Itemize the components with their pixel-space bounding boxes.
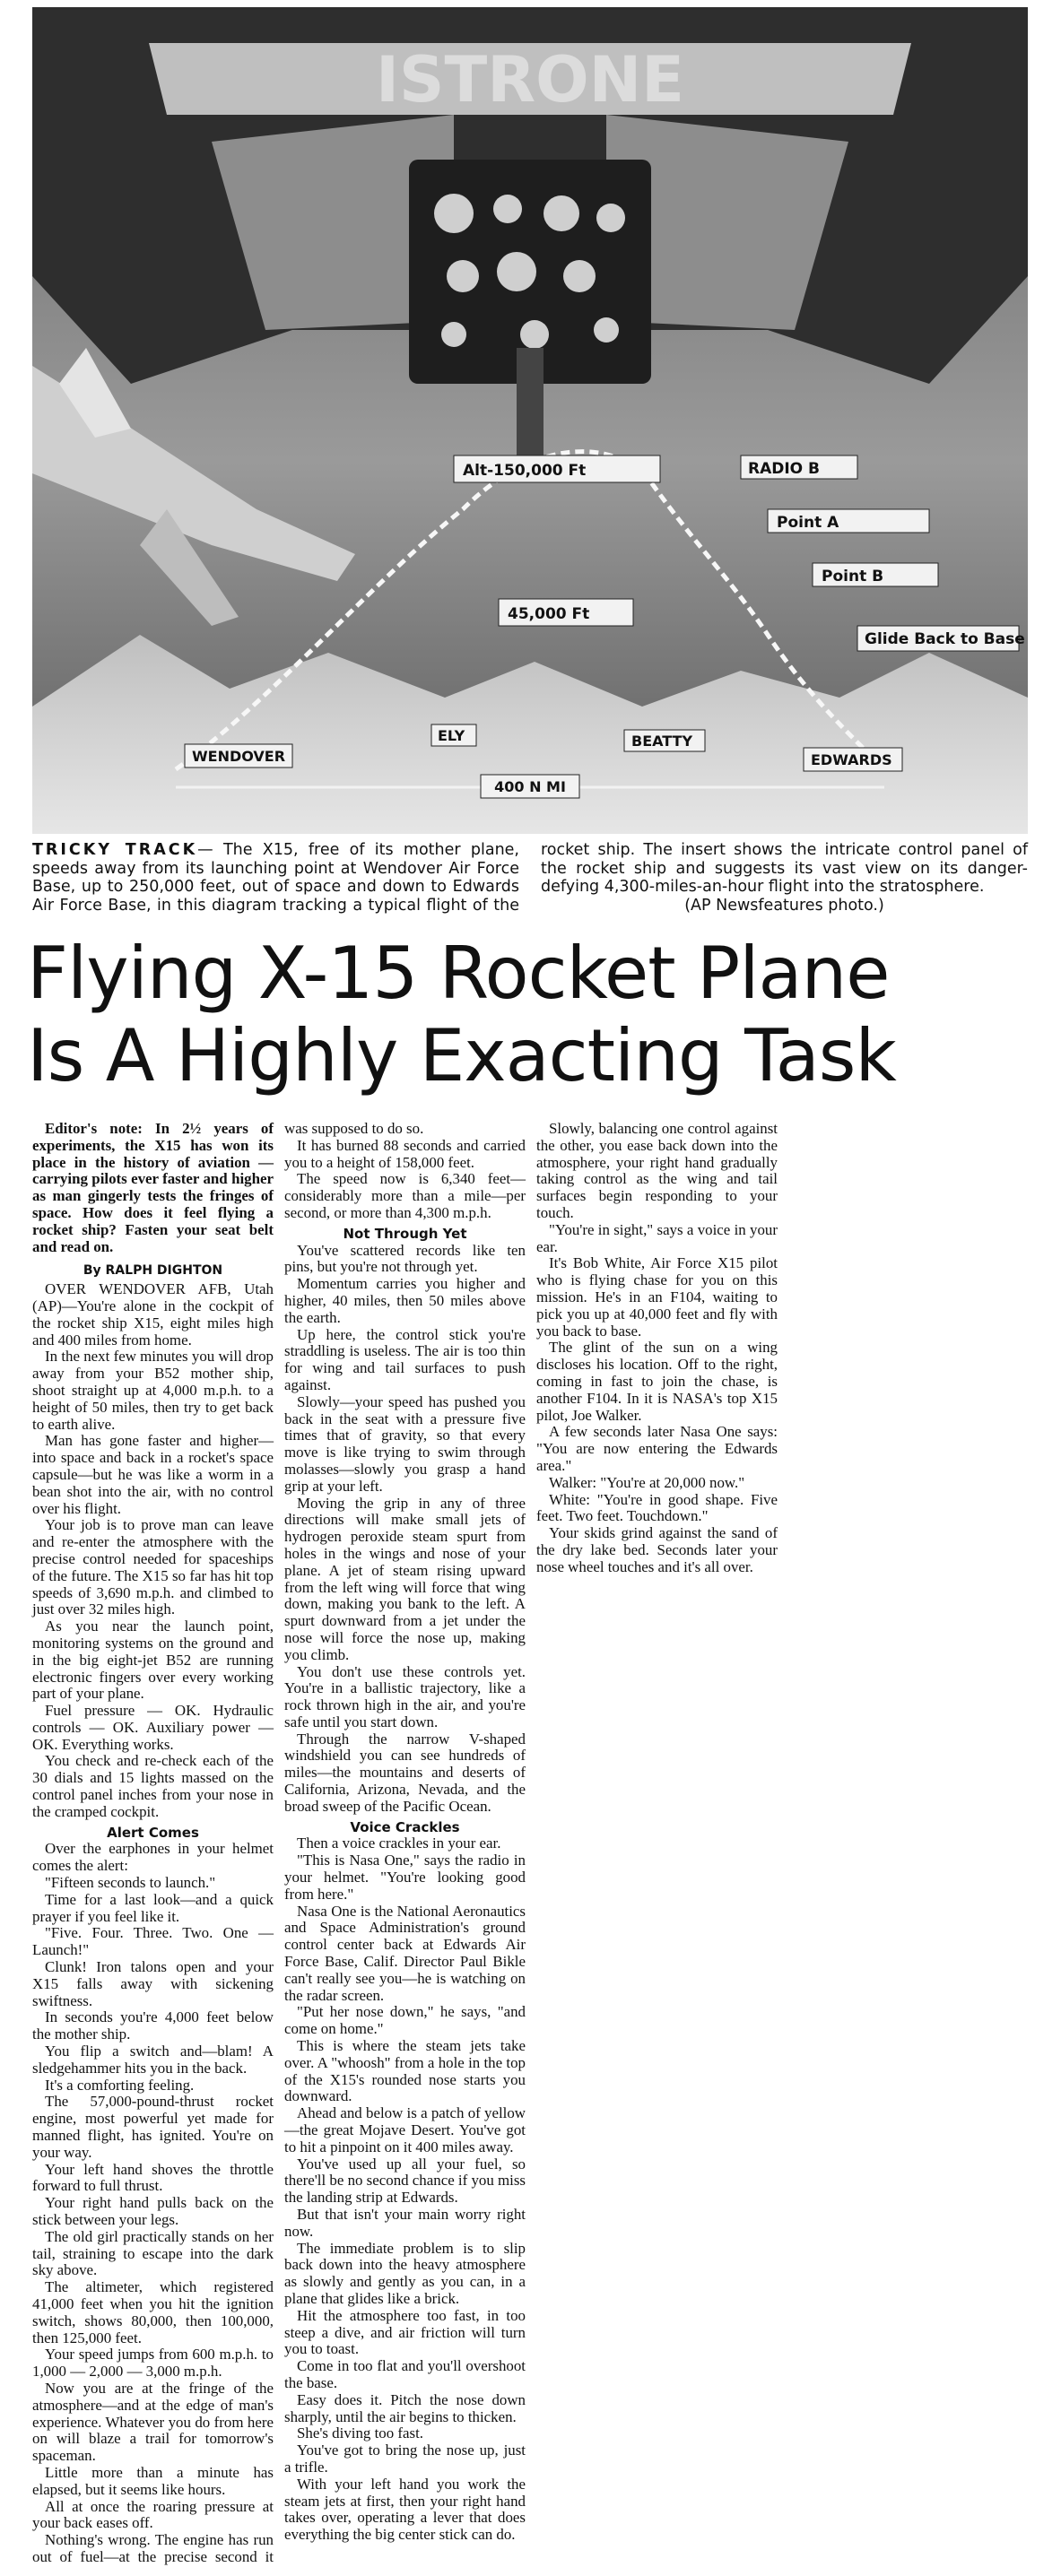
article-paragraph: You check and re-check each of the 30 dials and 15 lights massed on the control panel inches from your nose in the cramped cockpit.	[32, 1752, 274, 1820]
editor-note: Editor's note: In 2½ years of experiments, the X15 has won its place in the history of aviation — carrying pilots ever faster and higher as man gingerly tests the fringes of space. How does it feel flying a rocket ship? Fasten your seat belt and read on.	[32, 1120, 274, 1255]
caption-text: — The X15, free of its mother plane, speeds away from its launching point at Wendover Air Force Base, up to 250,000 feet, out of space and down to Edwards Air Force Base, in this diagram tracking a typical flight of the rocket ship. The insert shows the intricate control panel of the rocket ship and suggests its vast view on its danger-defying 4,300-miles-an-hour flight into the stratosphere.	[32, 841, 1028, 915]
article-paragraph: Your left hand shoves the throttle forward to full thrust.	[32, 2160, 274, 2195]
article-paragraph: It has burned 88 seconds and carried you to a height of 158,000 feet.	[284, 1136, 526, 1171]
glide-label: Glide Back to Base	[865, 630, 1025, 648]
article-paragraph: This is where the steam jets take over. A "whoosh" from a hole in the top of the X15's rounded nose starts you downward.	[284, 2037, 526, 2105]
article-paragraph: Clunk! Iron talons open and your X15 falls away with sickening swiftness.	[32, 1958, 274, 2009]
article-paragraph: Come in too flat and you'll overshoot the base.	[284, 2357, 526, 2391]
article-paragraph: Momentum carries you higher and higher, 40 miles, then 50 miles above the earth.	[284, 1275, 526, 1326]
article-paragraph: Up here, the control stick you're straddling is useless. The air is too thin for wing and tail surfaces to push against.	[284, 1325, 526, 1393]
article-paragraph: The immediate problem is to slip back down into the heavy atmosphere as slowly and gently as you can, in a plane that glides like a brick.	[284, 2239, 526, 2307]
news-photo	[32, 7, 1028, 834]
town-label-wendover: WENDOVER	[192, 748, 286, 765]
article-paragraph: But that isn't your main worry right now.	[284, 2206, 526, 2240]
article-paragraph: All at once the roaring pressure at your back eases off.	[32, 2497, 274, 2532]
article-paragraph: Man has gone faster and higher—into space and back in a rocket's space capsule—but he was like a worm in a bean shot into the air, with no control over his flight.	[32, 1432, 274, 1517]
article-paragraph: "Fifteen seconds to launch."	[45, 1874, 216, 1892]
photo-header-letters: ISTRONE	[375, 43, 685, 117]
altitude-low-label: 45,000 Ft	[508, 605, 590, 623]
headline-line-2: Is A Highly Exacting Task	[27, 1014, 896, 1097]
article-paragraph: Ahead and below is a patch of yellow—the great Mojave Desert. You've got to hit a pinpoint on it 400 miles away.	[284, 2104, 526, 2155]
article-paragraph: Hit the atmosphere too fast, in too steep a dive, and air friction will turn you to toast.	[284, 2306, 526, 2358]
article-paragraph: "You're in sight," says a voice in your ear.	[536, 1220, 778, 1255]
article-paragraph: Now you are at the fringe of the atmosphere—and at the edge of man's experience. Whatever you do from here on will blaze a trail for tomorrow's spaceman.	[32, 2379, 274, 2465]
subhead-not-through-yet: Not Through Yet	[343, 1225, 467, 1242]
article-paragraph: The 57,000-pound-thrust rocket engine, most powerful yet made for manned flight, has ignited. You're on your way.	[32, 2093, 274, 2161]
article-paragraph: Your job is to prove man can leave and re-enter the atmosphere with the precise control needed for spaceships of the future. The X15 so far has hit top speeds of 3,690 m.p.h. and climbed to just over 32 miles high.	[32, 1516, 274, 1618]
article-paragraph: OVER WENDOVER AFB, Utah (AP)—You're alone in the cockpit of the rocket ship X15, eight miles high and 400 miles from home.	[32, 1280, 274, 1349]
article-paragraph: Over the earphones in your helmet comes the alert:	[32, 1840, 274, 1875]
article-paragraph: The altimeter, which registered 41,000 feet when you hit the ignition switch, shows 80,000, then 100,000, then 125,000 feet.	[32, 2278, 274, 2346]
article-paragraph: Slowly—your speed has pushed you back in the seat with a pressure five times that of gravity, so that every move is like trying to swim through molasses—slowly you grasp a hand grip at your left.	[284, 1392, 526, 1495]
photo-caption	[32, 841, 1028, 931]
article-paragraph: The speed now is 6,340 feet—considerably more than a mile—per second, or more than 4,300 m.p.h.	[284, 1170, 526, 1221]
article-paragraph: You've scattered records like ten pins, but you're not through yet.	[284, 1241, 526, 1276]
point-a-label: Point A	[777, 514, 839, 532]
article-paragraph: "This is Nasa One," says the radio in your helmet. "You're looking good from here."	[284, 1852, 526, 1903]
altitude-high-label: Alt-150,000 Ft	[463, 462, 587, 480]
town-label-beatty: BEATTY	[631, 733, 693, 750]
article-paragraph: The glint of the sun on a wing discloses his location. Off to the right, coming in fast to join the chase, is another F104. In it is NASA's top X15 pilot, Joe Walker.	[536, 1339, 778, 1424]
article-paragraph: Slowly, balancing one control against the other, you ease back down into the atmosphere, your right hand gradually taking control as the wing and tail surfaces begin responding to your touch.	[536, 1120, 778, 1221]
article-paragraph: In seconds you're 4,000 feet below the mother ship.	[32, 2008, 274, 2043]
article-paragraph: Nasa One is the National Aeronautics and Space Administration's ground control center back at Edwards Air Force Base, Calif. Director Paul Bikle can't really see you—he is watching on the radar screen.	[284, 1902, 526, 2004]
article-paragraph: Walker: "You're at 20,000 now."	[549, 1473, 745, 1491]
flight-diagram-illustration	[32, 7, 1028, 834]
article-paragraph: It's Bob White, Air Force X15 pilot who is flying chase for you on this mission. He's in an F104, waiting to pick you up at 40,000 feet and fly with you back to base.	[536, 1254, 778, 1340]
subhead-alert-comes: Alert Comes	[107, 1824, 199, 1841]
article-paragraph: Nothing's wrong. The engine has run out of fuel—at the precise second it was supposed to do so.	[32, 1120, 424, 2565]
article-paragraph: Time for a last look—and a quick prayer if you feel like it.	[32, 1890, 274, 1925]
headline	[27, 932, 1040, 1097]
article-paragraph: You've used up all your fuel, so there'll be no second chance if you miss the landing strip at Edwards.	[284, 2155, 526, 2207]
article-paragraph: Your right hand pulls back on the stick between your legs.	[32, 2194, 274, 2228]
article-body	[32, 1121, 1030, 2569]
article-paragraph: Your skids grind against the sand of the dry lake bed. Seconds later your nose wheel touches and it's all over.	[536, 1524, 778, 1575]
distance-label: 400 N MI	[494, 778, 566, 795]
article-paragraph: You flip a switch and—blam! A sledgehammer hits you in the back.	[32, 2043, 274, 2077]
article-paragraph: She's diving too fast.	[297, 2424, 423, 2442]
article-paragraph: Moving the grip in any of three directions will make small jets of hydrogen peroxide steam spurt from holes in the wings and nose of your plane. A jet of steam rising upward from the left wing will force that wing down, making you bank to the left. A spurt downward from a jet under the nose will force the nose up, making you climb.	[284, 1494, 526, 1663]
headline-line-1: Flying X-15 Rocket Plane	[27, 932, 890, 1015]
article-paragraph: In the next few minutes you will drop away from your B52 mother ship, shoot straight up at 4,000 m.p.h. to a height of 50 miles, then try to get back to earth alive.	[32, 1348, 274, 1433]
article-paragraph: A few seconds later Nasa One says: "You are now entering the Edwards area."	[536, 1423, 778, 1474]
caption-kicker: TRICKY TRACK	[32, 841, 198, 859]
byline: By RALPH DIGHTON	[83, 1263, 223, 1279]
article-paragraph: Through the narrow V-shaped windshield you can see hundreds of miles—the mountains and deserts of California, Arizona, Nevada, and the broad sweep of the Pacific Ocean.	[284, 1730, 526, 1815]
article-paragraph: "Five. Four. Three. Two. One — Launch!"	[32, 1924, 274, 1959]
town-label-ely: ELY	[438, 727, 465, 744]
article-paragraph: You've got to bring the nose up, just a trifle.	[284, 2442, 526, 2476]
point-b-label: Point B	[822, 568, 884, 585]
article-paragraph: Little more than a minute has elapsed, but it seems like hours.	[32, 2463, 274, 2498]
subhead-voice-crackles: Voice Crackles	[350, 1818, 460, 1835]
caption-credit: (AP Newsfeatures photo.)	[684, 896, 884, 915]
article-paragraph: Then a voice crackles in your ear.	[297, 1834, 501, 1852]
article-paragraph: "Put her nose down," he says, "and come on home."	[284, 2003, 526, 2038]
article-paragraph: You don't use these controls yet. You're in a ballistic trajectory, like a rock thrown high in the air, and you're safe until you start down.	[284, 1662, 526, 1730]
article-paragraph: It's a comforting feeling.	[45, 2076, 195, 2094]
article-paragraph: Fuel pressure — OK. Hydraulic controls — OK. Auxiliary power — OK. Everything works.	[32, 1702, 274, 1753]
radio-label: RADIO B	[748, 460, 821, 478]
article-paragraph: White: "You're in good shape. Five feet. Two feet. Touchdown."	[536, 1490, 778, 1525]
article-paragraph: With your left hand you work the steam jets at first, then your right hand takes over, operating a lever that does everything the big center stick can do.	[284, 2475, 526, 2544]
article-paragraph: Your speed jumps from 600 m.p.h. to 1,000 — 2,000 — 3,000 m.p.h.	[32, 2346, 274, 2381]
article-paragraph: The old girl practically stands on her tail, straining to escape into the dark sky above.	[32, 2227, 274, 2279]
town-label-edwards: EDWARDS	[811, 751, 892, 768]
article-paragraph: Easy does it. Pitch the nose down sharply, until the air begins to thicken.	[284, 2390, 526, 2425]
article-paragraph: As you near the launch point, monitoring systems on the ground and in the big eight-jet B52 are running electronic fingers over every working part of your plane.	[32, 1618, 274, 1703]
